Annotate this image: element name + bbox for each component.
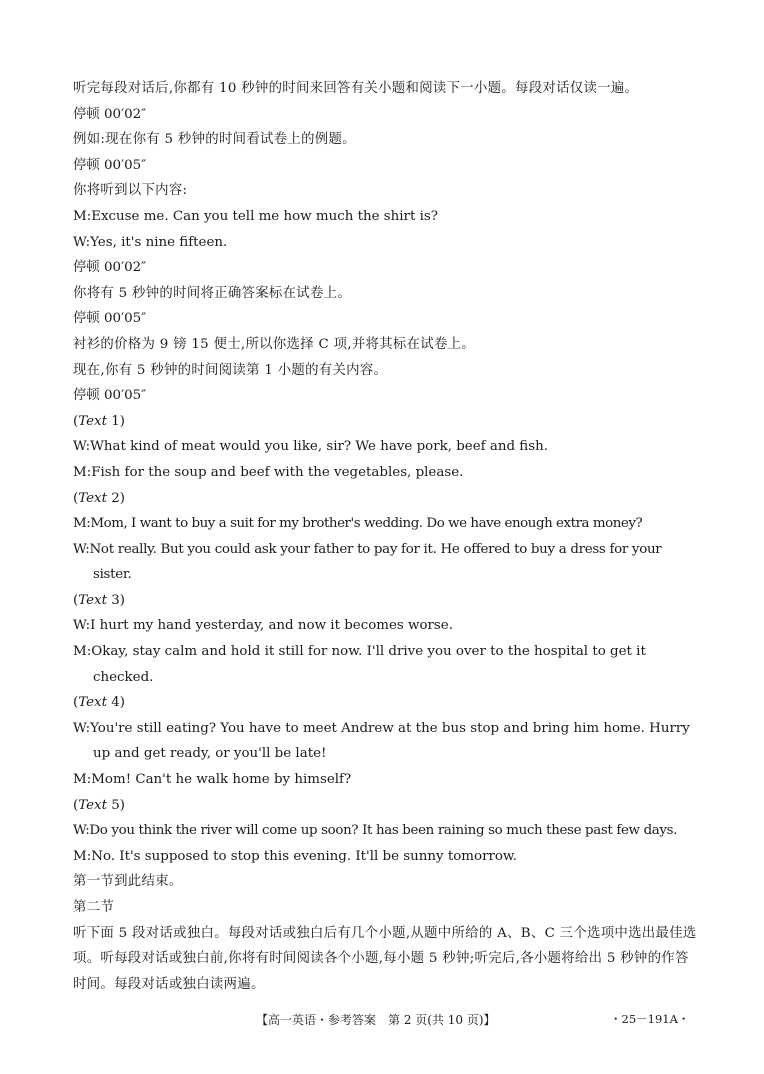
text-4-label: (Text 4)	[73, 695, 125, 711]
example-dialogue-m: M:Excuse me. Can you tell me how much the shirt is?	[73, 208, 438, 224]
text-5-w: W:Do you think the river will come up soon? It has been raining so much these past few days.	[73, 823, 678, 839]
pause-line: 停顿 00′02″	[73, 106, 147, 122]
read-question-line: 现在,你有 5 秒钟的时间阅读第 1 小题的有关内容。	[73, 362, 388, 378]
text-2-label: (Text 2)	[73, 490, 125, 506]
footer-page-info: 【高一英语・参考答案 第 2 页(共 10 页)】	[256, 1013, 496, 1027]
example-line: 例如:现在你有 5 秒钟的时间看试卷上的例题。	[73, 132, 356, 148]
text-5-label: (Text 5)	[73, 797, 125, 813]
pause-line: 停顿 00′02″	[73, 260, 147, 276]
text-3-w: W:I hurt my hand yesterday, and now it becomes worse.	[73, 618, 453, 634]
example-explanation-line: 衬衫的价格为 9 镑 15 便士,所以你选择 C 项,并将其标在试卷上。	[73, 336, 476, 352]
text-3-m: M:Okay, stay calm and hold it still for now. I'll drive you over to the hospital to get it checked.	[73, 644, 646, 685]
text-5-m: M:No. It's supposed to stop this evening. It'll be sunny tomorrow.	[73, 848, 518, 864]
pause-line: 停顿 00′05″	[73, 311, 147, 327]
text-1-m: M:Fish for the soup and beef with the vegetables, please.	[73, 464, 464, 480]
example-dialogue-w: W:Yes, it's nine fifteen.	[73, 234, 228, 250]
text-2-w: W:Not really. But you could ask your father to pay for it. He offered to buy a dress for your sister.	[73, 541, 662, 583]
text-4-m: M:Mom! Can't he walk home by himself?	[73, 772, 352, 788]
text-1-label: (Text 1)	[73, 413, 125, 429]
pause-line: 停顿 00′05″	[73, 157, 147, 173]
text-1-w: W:What kind of meat would you like, sir? We have pork, beef and fish.	[73, 439, 548, 455]
listen-intro-line: 你将听到以下内容:	[73, 183, 188, 199]
section-2-title: 第二节	[73, 900, 115, 915]
section-end-line: 第一节到此结束。	[73, 874, 183, 890]
text-4-w: W:You're still eating? You have to meet Andrew at the bus stop and bring him home. Hurry up and get ready, or you'll be late!	[73, 720, 690, 762]
text-3-label: (Text 3)	[73, 592, 125, 608]
page-footer	[0, 1011, 764, 1031]
section-2-instructions: 听下面 5 段对话或独白。每段对话或独白后有几个小题,从题中所给的 A、B、C 三个选项中选出最佳选项。听每段对话或独白前,你将有时间阅读各个小题,每小题 5 秒钟;听完后,各小题将给出 5 秒钟的作答时间。每段对话或独白读两遍。	[73, 925, 697, 992]
instruction-line: 听完每段对话后,你都有 10 秒钟的时间来回答有关小题和阅读下一小题。每段对话仅读一遍。	[73, 81, 639, 96]
document-body	[73, 76, 697, 997]
text-2-m: M:Mom, I want to buy a suit for my brother's wedding. Do we have enough extra money?	[73, 516, 643, 532]
mark-answer-line: 你将有 5 秒钟的时间将正确答案标在试卷上。	[73, 285, 352, 301]
footer-code: ・25－191A・	[610, 1012, 690, 1026]
pause-line: 停顿 00′05″	[73, 388, 147, 404]
